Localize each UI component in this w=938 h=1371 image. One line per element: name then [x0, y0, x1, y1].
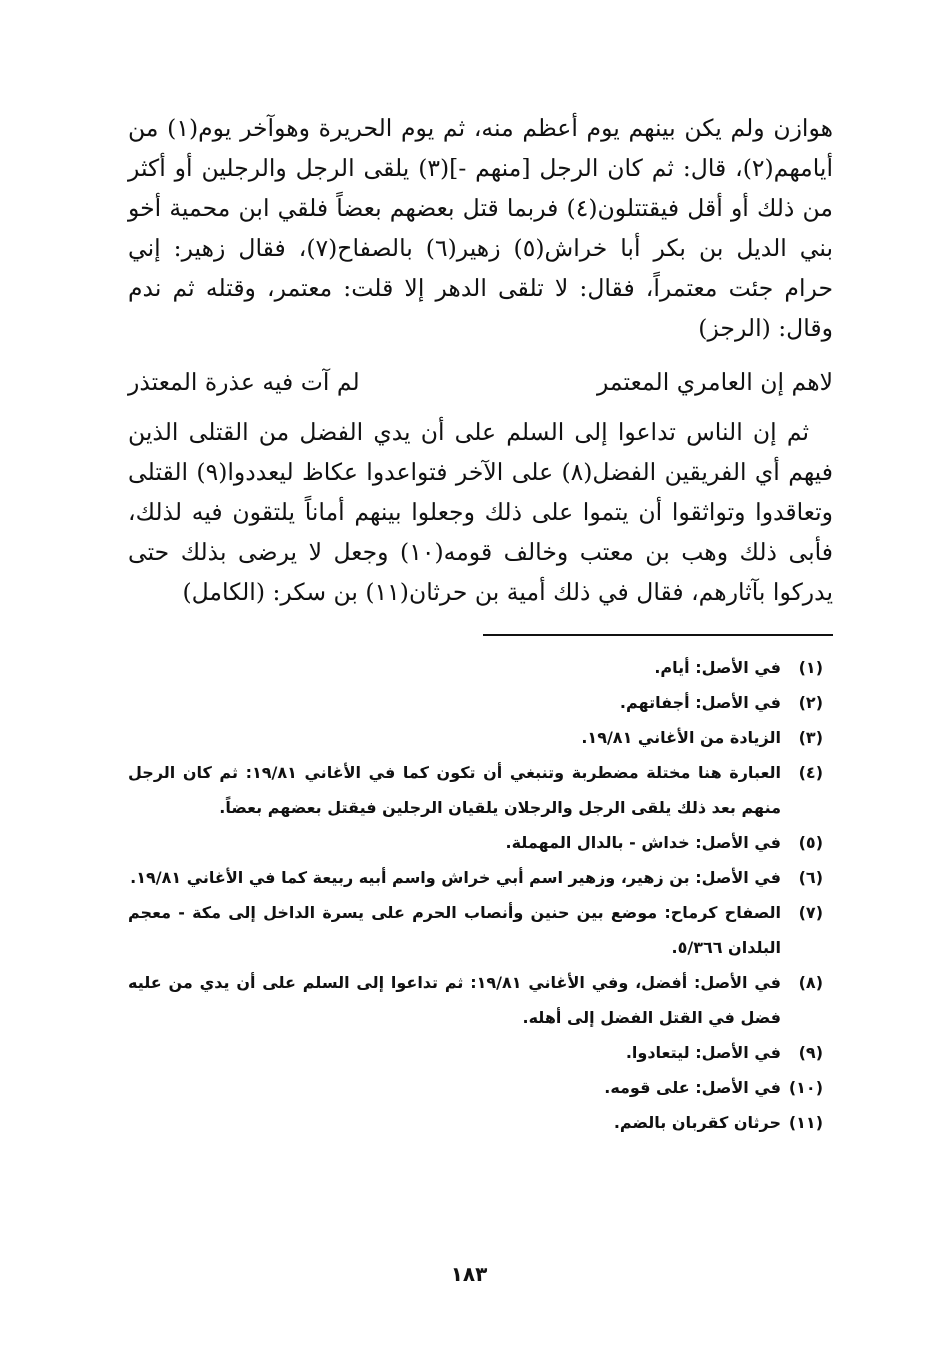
footnote-text: في الأصل: أجفاتهم.: [619, 693, 781, 712]
footnote-number: (١): [798, 658, 823, 677]
footnote-number: (٥): [798, 833, 823, 852]
footnote-divider-wrap: [128, 612, 833, 636]
footnotes: [128, 650, 833, 1140]
footnote-number: (١١): [788, 1113, 823, 1132]
footnote-text: في الأصل: على قومه.: [604, 1078, 781, 1097]
footnote: [128, 895, 823, 965]
footnote-number: (٦): [798, 868, 823, 887]
footnote-number: (٧): [798, 903, 823, 922]
footnote: [128, 650, 823, 685]
verse-hemistich-2: لم آت فيه عذرة المعتذر: [128, 368, 360, 396]
footnote: [128, 825, 823, 860]
footnote-text: في الأصل: أفضل، وفي الأغاني ١٩/٨١: ثم تداعوا إلى السلم على أن يدي من عليه فضل في القتل الفضل إلى أهله.: [128, 973, 782, 1027]
page-content: [128, 108, 833, 1140]
footnote: [128, 1105, 823, 1140]
verse-hemistich-1: لاهم إن العامري المعتمر: [596, 368, 833, 396]
paragraph-2: ثم إن الناس تداعوا إلى السلم على أن يدي الفضل من القتلى الذين فيهم أي الفريقين الفضل(٨) على الآخر فتواعدوا عكاظ ليعددوا(٩) القتلى وتعاقدوا وتواثقوا أن يتموا على ذلك وجعلوا بينهم أماناً يلتقون فيه لذلك، فأبى ذلك وهب بن معتب وخالف قومه(١٠) وجعل لا يرضى بذلك حتى يدركوا بآثارهم، فقال في ذلك أمية بن حرثان(١١) بن سكر: (الكامل): [128, 418, 834, 606]
footnote-number: (٢): [798, 693, 823, 712]
footnote: [128, 860, 823, 895]
footnote: [128, 1035, 823, 1070]
footnote-divider: [483, 634, 833, 636]
page-number: ١٨٣: [450, 1262, 488, 1286]
footnote-text: الصفاح كرماح: موضع بين حنين وأنصاب الحرم على يسرة الداخل إلى مكة - معجم البلدان ٥/٣٦٦.: [128, 903, 781, 957]
footnote-text: في الأصل: بن زهير، وزهير اسم أبي خراش واسم أبيه ربيعة كما في الأغاني ١٩/٨١.: [130, 868, 781, 887]
poem-verse: [128, 362, 833, 402]
footnote: [128, 720, 823, 755]
footnote-text: في الأصل: خداش - بالدال المهملة.: [505, 833, 781, 852]
footnote: [128, 685, 823, 720]
footnote-text: في الأصل: ليتعادوا.: [625, 1043, 781, 1062]
footnote-number: (٤): [798, 763, 823, 782]
footnote: [128, 755, 823, 825]
footnote: [128, 965, 823, 1035]
footnote-number: (١٠): [788, 1078, 823, 1097]
footnote: [128, 1070, 823, 1105]
paragraph-1: هوازن ولم يكن بينهم يوم أعظم منه، ثم يوم الحريرة وهوآخر يوم(١) من أيامهم(٢)، قال: ثم كان الرجل [منهم -](٣) يلقى الرجل والرجلين أو أكثر من ذلك أو أقل فيقتتلون(٤) فربما قتل بعضهم بعضاً فلقي ابن محمية أخو بني الديل بن بكر أبا خراش(٥) زهير(٦) بالصفاح(٧)، فقال زهير: إني حرام جئت معتمراً، فقال: لا تلقى الدهر إلا قلت: معتمر، وقتله ثم ندم وقال: (الرجز): [128, 114, 834, 342]
footnote-number: (٨): [798, 973, 823, 992]
footnote-number: (٣): [798, 728, 823, 747]
footnote-text: الزيادة من الأغاني ١٩/٨١.: [581, 728, 781, 747]
footnote-text: في الأصل: أيام.: [654, 658, 781, 677]
footnote-number: (٩): [798, 1043, 823, 1062]
footnote-text: حرثان كقربان بالضم.: [613, 1113, 781, 1132]
footnote-text: العبارة هنا مختلة مضطربة وتنبغي أن تكون كما في الأغاني ١٩/٨١: ثم كان الرجل منهم بعد ذلك يلقى الرجل والرجلان يلقيان الرجلين فيقتل بعضهم بعضاً.: [128, 763, 781, 817]
